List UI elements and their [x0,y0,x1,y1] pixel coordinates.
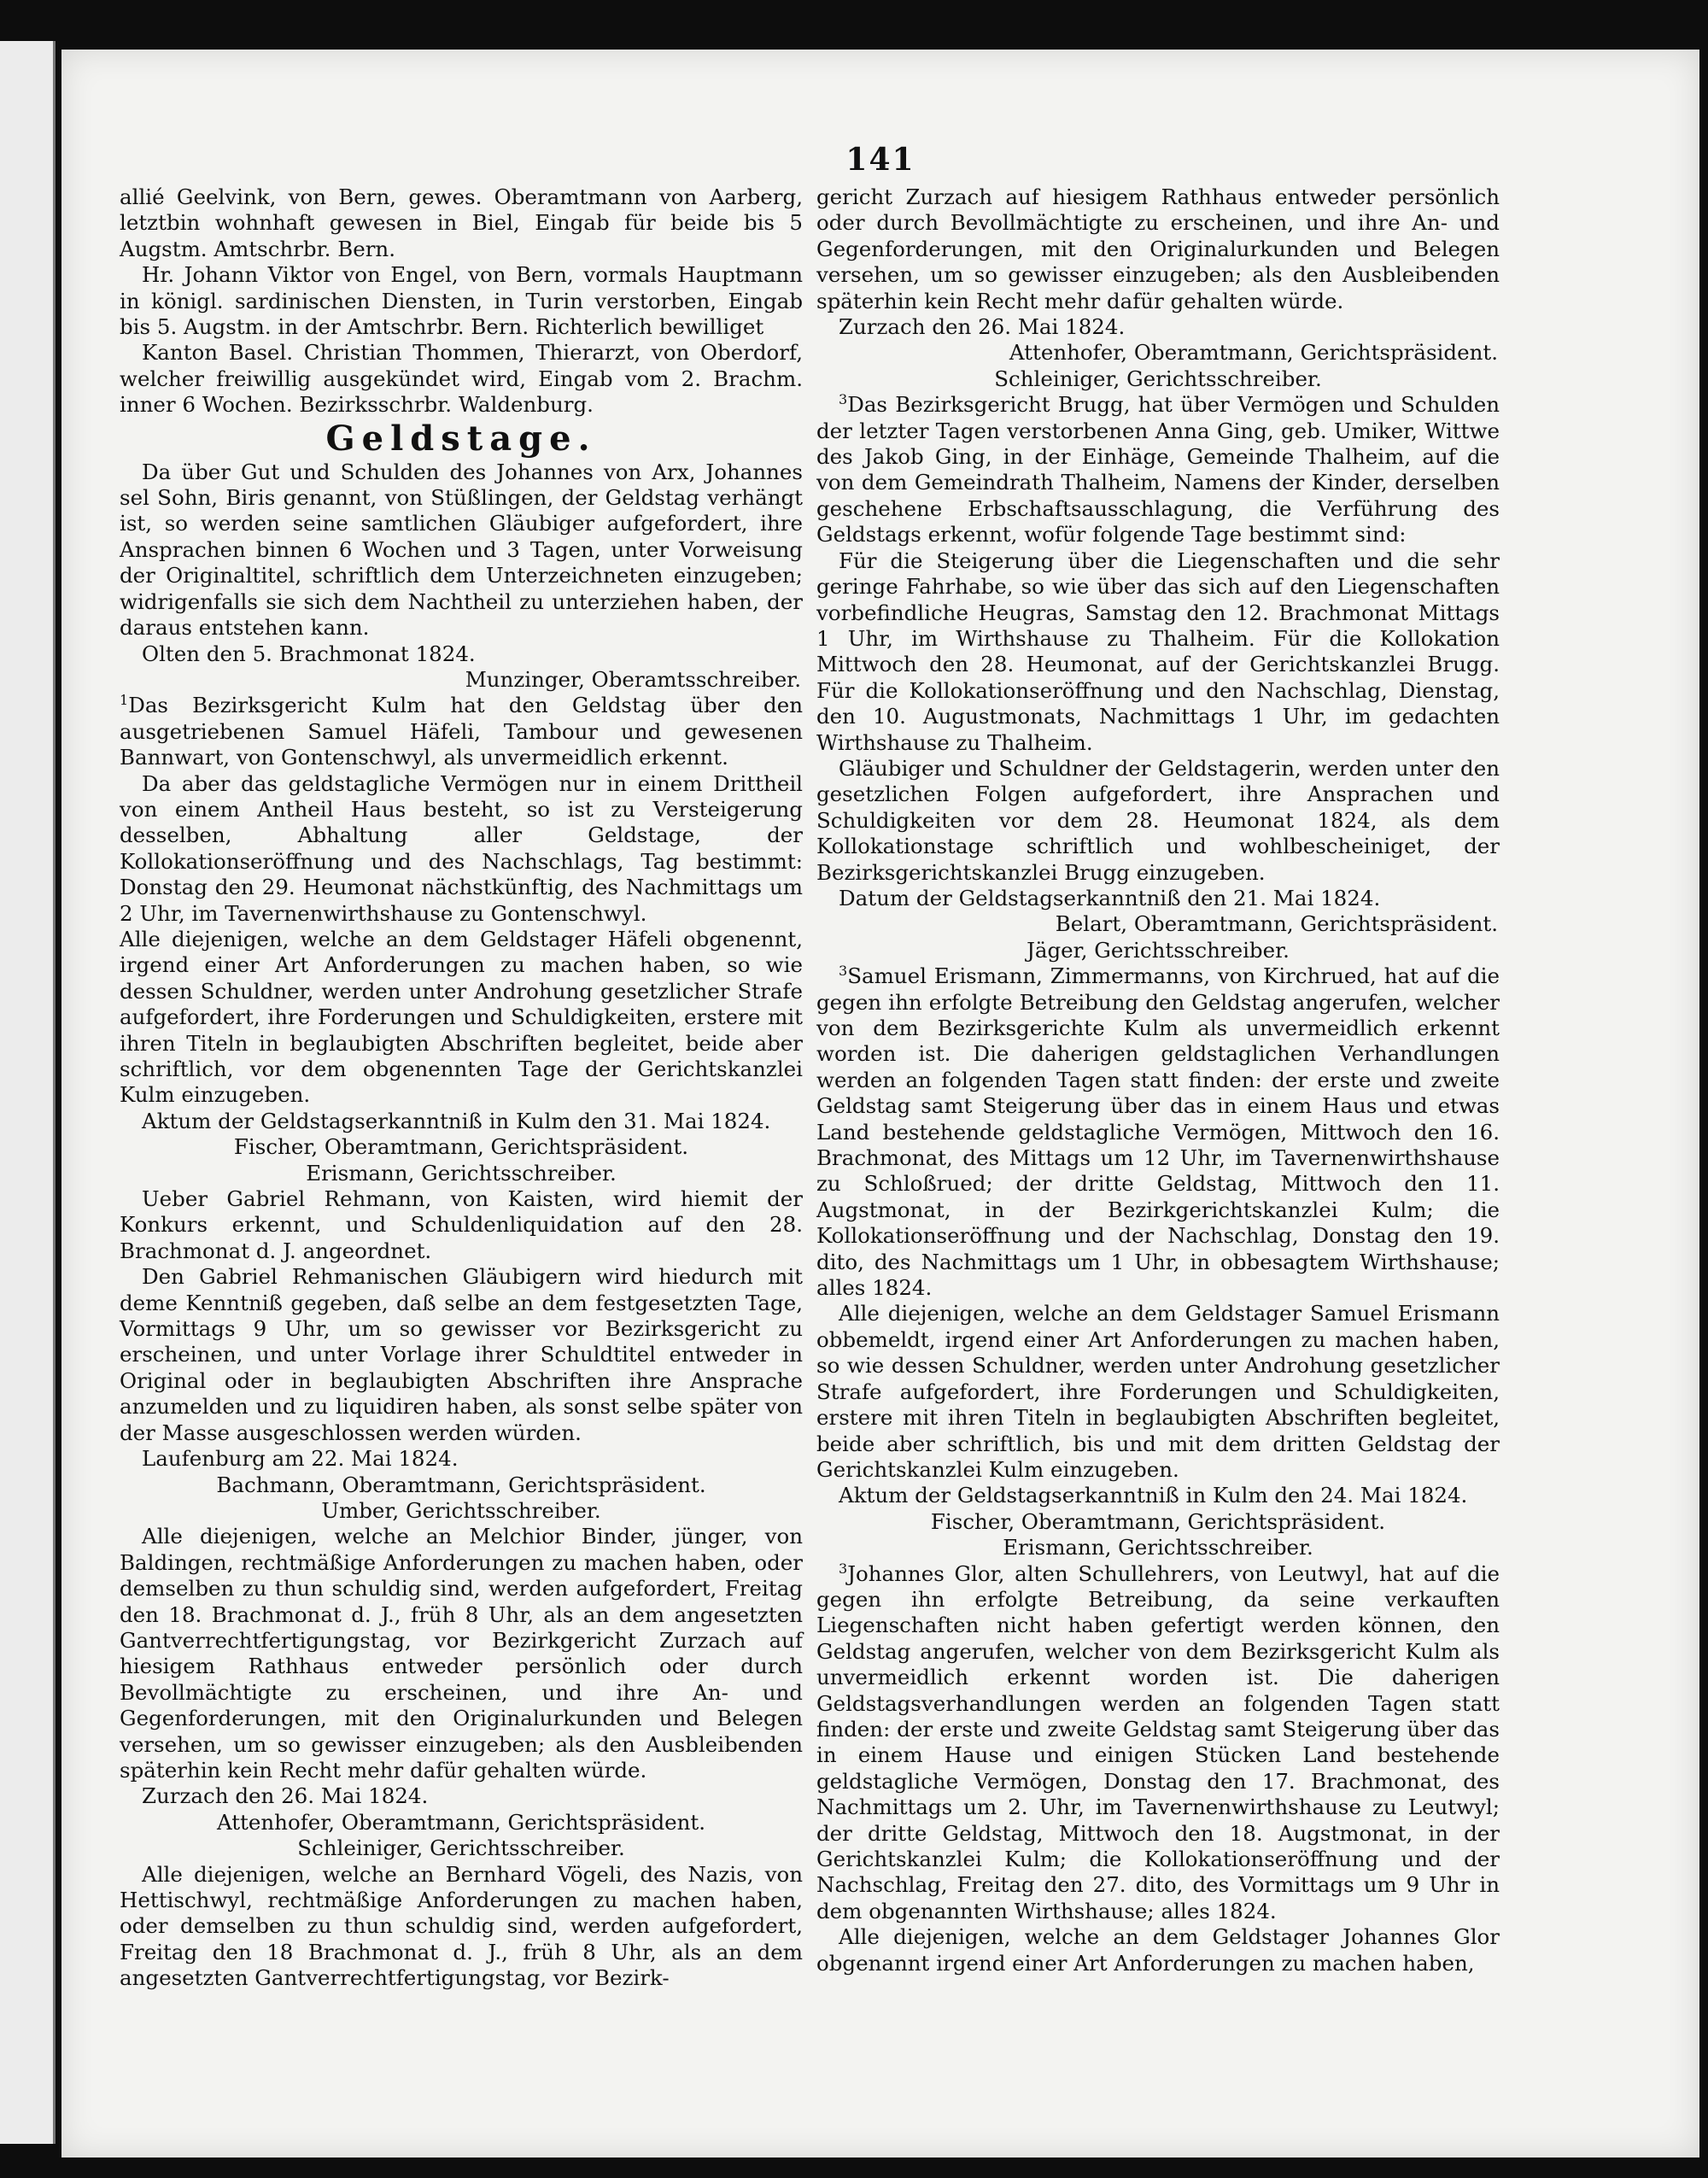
notice-date: Zurzach den 26. Mai 1824. [839,314,1126,340]
notice-paragraph: Da aber das geldstagliche Vermögen nur in einem Drittheil von einem Antheil Haus besteht, so ist zu Versteigerung desselben, Abhaltung aller Geldstage, der Kollokationseröffnung und des Nachschlags, Tag bestimmt: Donstag den 29. Heumonat nächstkünftig, des Nachmittags um 2 Uhr, im Tavernenwirthshause zu Gontenschwyl. [120,770,803,926]
notice-text: Das Bezirksgericht Kulm hat den Geldstag über den ausgetriebenen Samuel Häfeli, Tambour und gewesenen Bannwart, von Gontenschwyl, als unvermeidlich erkennt. [120,693,803,770]
notice-date: Laufenburg am 22. Mai 1824. [142,1446,459,1472]
notice-paragraph: Alle diejenigen, welche an dem Geldstager Johannes Glor obgenannt irgend einer Art Anforderungen zu machen haben, [816,1924,1500,1976]
notice-date: Aktum der Geldstagserkanntniß in Kulm den 24. Mai 1824. [839,1483,1468,1508]
notice-paragraph: Alle diejenigen, welche an Bernhard Vögeli, des Nazis, von Hettischwyl, rechtmäßige Anforderungen zu machen haben, oder demselben zu thun schuldig sind, werden aufgefordert, Freitag den 18 Brachmonat d. J., früh 8 Uhr, als an dem angesetzten Gantverrechtfertigungstag, vor Bezirk- [120,1861,803,1991]
newspaper-page [61,50,1699,2158]
notice-paragraph [816,392,1500,547]
notice-signature: Erismann, Gerichtsschreiber. [306,1160,617,1186]
notice-paragraph: Alle diejenigen, welche an dem Geldstager Samuel Erismann obbemeldt, irgend einer Art Anforderungen zu machen haben, so wie dessen Schuldner, werden unter Androhung gesetzlicher Strafe aufgefordert, ihre Forderungen und Schuldigkeiten, erstere mit ihren Titeln in beglaubigten Abschriften begleitet, beide aber schriftlich, bis und mit dem dritten Geldstag der Gerichtskanzlei Kulm einzugeben. [816,1301,1500,1482]
notice-date: Datum der Geldstagserkanntniß den 21. Mai 1824. [839,885,1381,910]
right-column [816,184,1500,1976]
notice-signature: Umber, Gerichtsschreiber. [321,1497,601,1523]
notice-signature: Belart, Oberamtmann, Gerichtspräsident. [1055,911,1498,937]
notice-date: Olten den 5. Brachmonat 1824. [142,641,476,666]
notice-signature: Fischer, Oberamtmann, Gerichtspräsident. [930,1508,1386,1534]
notice-paragraph: Hr. Johann Viktor von Engel, von Bern, vormals Hauptmann in königl. sardinischen Diensten, in Turin verstorben, Eingab bis 5. Augstm. in der Amtschrbr. Bern. Richterlich bewilliget [120,262,803,340]
notice-paragraph: Alle diejenigen, welche an Melchior Binder, jünger, von Baldingen, rechtmäßige Anforderungen zu machen haben, oder demselben zu thun schuldig sind, werden aufgefordert, Freitag den 18. Brachmonat d. J., früh 8 Uhr, als an dem angesetzten Gantverrechtfertigungstag, vor Bezirkgericht Zurzach auf hiesigem Rathhaus entweder persönlich oder durch Bevollmächtigte zu erscheinen, und ihre An- und Gegenforderungen, mit den Originalurkunden und Belegen versehen, um so gewisser einzugeben; als den Ausbleibenden späterhin kein Recht mehr dafür gehalten würde. [120,1524,803,1783]
notice-mark: 1 [120,692,129,709]
notice-signature: Fischer, Oberamtmann, Gerichtspräsident. [233,1134,689,1160]
notice-paragraph: gericht Zurzach auf hiesigem Rathhaus entweder persönlich oder durch Bevollmächtigte zu erscheinen, und ihre An- und Gegenforderungen, mit den Originalurkunden und Belegen versehen, um so gewisser einzugeben; als den Ausbleibenden späterhin kein Recht mehr dafür gehalten würde. [816,184,1500,313]
notice-mark: 3 [839,1560,848,1577]
section-heading: Geldstage. [325,418,597,459]
notice-paragraph [120,693,803,770]
notice-paragraph [816,1561,1500,1925]
notice-paragraph: Ueber Gabriel Rehmann, von Kaisten, wird hiemit der Konkurs erkennt, und Schuldenliquidation auf den 28. Brachmonat d. J. angeordnet. [120,1186,803,1263]
notice-paragraph: Gläubiger und Schuldner der Geldstagerin, werden unter den gesetzlichen Folgen aufgefordert, ihre Ansprachen und Schuldigkeiten vor dem 28. Heumonat 1824, als dem Kollokationstage schriftlich und wohlbescheiniget, der Bezirksgerichtskanzlei Brugg einzugeben. [816,755,1500,885]
notice-signature: Jäger, Gerichtsschreiber. [1027,937,1290,963]
previous-page-edge [0,41,56,2144]
notice-signature: Attenhofer, Oberamtmann, Gerichtspräsident. [1009,340,1498,366]
left-column [120,184,803,1992]
notice-mark: 3 [839,963,848,980]
notice-paragraph: Für die Steigerung über die Liegenschaften und die sehr geringe Fahrhabe, so wie über das sich auf den Liegenschaften vorbefindliche Heugras, Samstag den 12. Brachmonat Mittags 1 Uhr, im Wirthshause zu Thalheim. Für die Kollokation Mittwoch den 28. Heumonat, auf der Gerichtskanzlei Brugg. Für die Kollokationseröffnung und den Nachschlag, Dienstag, den 10. Augustmonats, Nachmittags 1 Uhr, im gedachten Wirthshause zu Thalheim. [816,547,1500,755]
notice-text: Johannes Glor, alten Schullehrers, von Leutwyl, hat auf die gegen ihn erfolgte Betreibung, da seine verkauften Liegenschaften nicht haben gefertigt werden können, den Geldstag angerufen, welcher von dem Bezirksgericht Kulm als unvermeidlich erkennt worden ist. Die daherigen Geldstagsverhandlungen werden an folgenden Tagen statt finden: der erste und zweite Geldstag samt Steigerung über das in einem Hause und einigen Stücken Land bestehende geldstagliche Vermögen, Donstag den 17. Brachmonat, des Nachmittags um 2. Uhr, im Tavernenwirthshause zu Leutwyl; der dritte Geldstag, Mittwoch den 18. Augstmonat, in der Gerichtskanzlei Kulm; die Kollokationseröffnung und der Nachschlag, Freitag den 27. dito, des Vormittags um 9 Uhr in dem obgenannten Wirthshause; alles 1824. [816,1560,1500,1923]
notice-text: Das Bezirksgericht Brugg, hat über Vermögen und Schulden der letzter Tagen verstorbenen Anna Ging, geb. Umiker, Wittwe des Jakob Ging, in der Einhäge, Gemeinde Thalheim, auf die von dem Gemeindrath Thalheim, Namens der Kinder, derselben geschehene Erbschaftsausschlagung, die Verführung des Geldstags erkennt, wofür folgende Tage bestimmt sind: [816,392,1500,547]
notice-signature: Attenhofer, Oberamtmann, Gerichtspräsident. [216,1809,706,1835]
notice-paragraph: Kanton Basel. Christian Thommen, Thierarzt, von Oberdorf, welcher freiwillig ausgekündet wird, Eingab vom 2. Brachm. inner 6 Wochen. Bezirksschrbr. Waldenburg. [120,340,803,418]
notice-signature: Erismann, Gerichtsschreiber. [1003,1535,1313,1560]
notice-date: Aktum der Geldstagserkanntniß in Kulm den 31. Mai 1824. [142,1108,771,1133]
notice-paragraph: Alle diejenigen, welche an dem Geldstager Häfeli obgenennt, irgend einer Art Anforderungen zu machen haben, so wie dessen Schuldner, werden unter Androhung gesetzlicher Strafe aufgefordert, ihre Forderungen und Schuldigkeiten, erstere mit ihren Titeln in beglaubigten Abschriften begleitet, beide aber schriftlich, vor dem obgenennten Tage der Gerichtskanzlei Kulm einzugeben. [120,926,803,1108]
notice-text: Samuel Erismann, Zimmermanns, von Kirchrued, hat auf die gegen ihn erfolgte Betreibung den Geldstag angerufen, welcher von dem Bezirksgerichte Kulm als unvermeidlich erkennt worden ist. Die daherigen geldstaglichen Verhandlungen werden an folgenden Tagen statt finden: der erste und zweite Geldstag samt Steigerung über das in einem Haus und etwas Land bestehende geldstagliche Vermögen, Mittwoch den 16. Brachmonat, des Mittags um 12 Uhr, im Tavernenwirthshause zu Schloßrued; der dritte Geldstag, Mittwoch den 11. Augstmonat, in der Bezirkgerichtskanzlei Kulm; die Kollokationseröffnung und der Nachschlag, Donstag den 19. dito, des Nachmittags um 1 Uhr, in obbesagtem Wirthshause; alles 1824. [816,963,1500,1301]
notice-signature: Schleiniger, Gerichtsschreiber. [994,366,1322,391]
notice-paragraph: allié Geelvink, von Bern, gewes. Oberamtmann von Aarberg, letztbin wohnhaft gewesen in Biel, Eingab für beide bis 5 Augstm. Amtschrbr. Bern. [120,184,803,261]
notice-paragraph [816,963,1500,1301]
notice-signature: Munzinger, Oberamtsschreiber. [465,666,801,692]
notice-signature: Schleiniger, Gerichtsschreiber. [297,1835,625,1861]
notice-mark: 3 [839,391,848,408]
notice-paragraph: Den Gabriel Rehmanischen Gläubigern wird hiedurch mit deme Kenntniß gegeben, daß selbe an dem festgesetzten Tage, Vormittags 9 Uhr, um so gewisser vor Bezirksgericht zu erscheinen, und unter Vorlage ihrer Schuldtitel entweder in Original oder in beglaubigten Abschriften ihre Ansprache anzumelden und zu liquidiren haben, als sonst selbe später von der Masse ausgeschlossen werden würden. [120,1264,803,1445]
notice-date: Zurzach den 26. Mai 1824. [142,1783,429,1809]
page-number: 141 [845,142,915,178]
notice-paragraph: Da über Gut und Schulden des Johannes von Arx, Johannes sel Sohn, Biris genannt, von Stüßlingen, der Geldstag verhängt ist, so werden seine samtlichen Gläubiger aufgefordert, ihre Ansprachen binnen 6 Wochen und 3 Tagen, unter Vorweisung der Originaltitel, schriftlich dem Unterzeichneten einzugeben; widrigenfalls sie sich dem Nachtheil zu unterziehen haben, der daraus entstehen kann. [120,459,803,641]
notice-signature: Bachmann, Oberamtmann, Gerichtspräsident. [216,1472,706,1497]
